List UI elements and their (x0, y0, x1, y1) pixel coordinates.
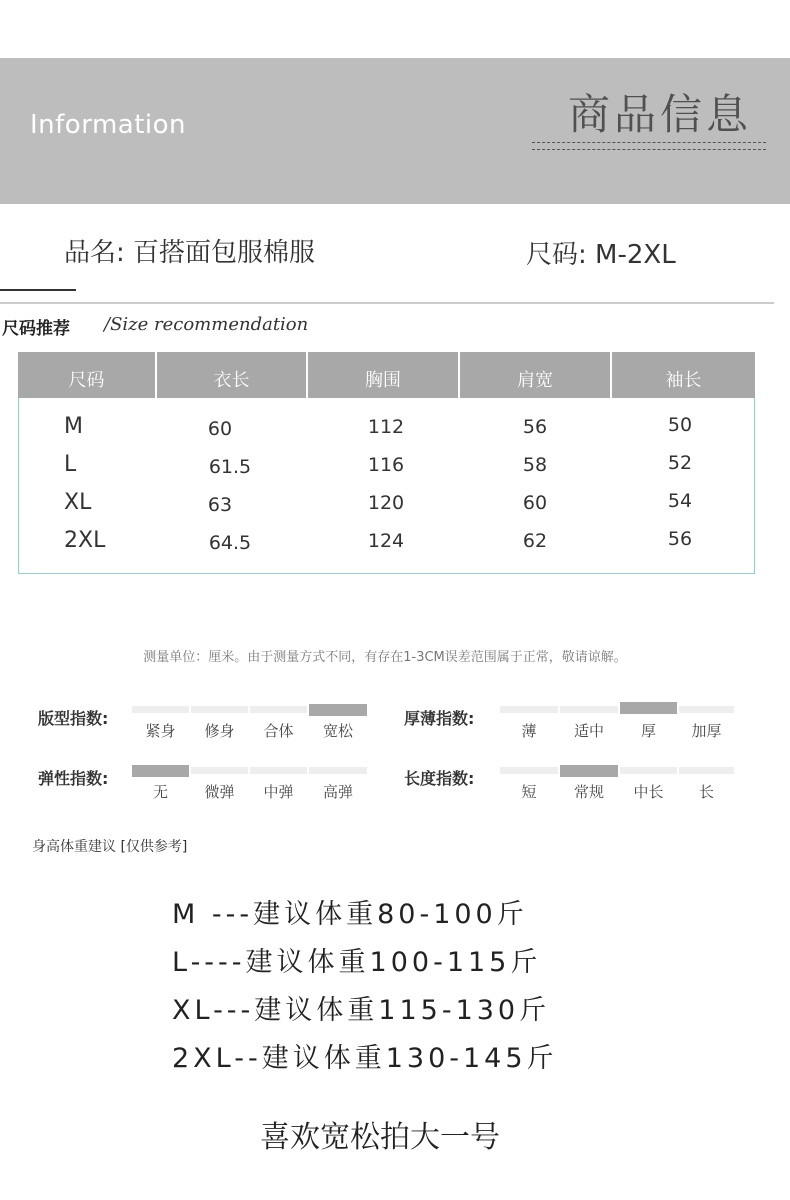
index-length-segment (620, 767, 677, 774)
index-length-option: 常规 (573, 783, 604, 801)
column-header-size: 尺码 (68, 370, 105, 391)
index-length-segment-selected (560, 765, 618, 777)
header-title-en: Information (30, 110, 187, 140)
index-fit-option: 宽松 (322, 722, 353, 740)
weight-line-l: L----建议体重100-115斤 (172, 947, 542, 978)
index-length-option: 长 (698, 783, 714, 801)
column-header-length: 衣长 (213, 370, 250, 391)
index-thickness-option: 适中 (573, 722, 604, 740)
index-elasticity-segment (250, 767, 307, 774)
index-elasticity-segment (191, 767, 248, 774)
table-cell-sleeve: 56 (667, 528, 693, 550)
column-header-sleeve: 袖长 (665, 370, 702, 391)
index-length-option: 中长 (633, 783, 664, 801)
table-cell-sleeve: 50 (667, 414, 693, 436)
index-thickness-segment (679, 706, 734, 713)
index-fit-segment (191, 706, 248, 713)
column-header-shoulder: 肩宽 (517, 370, 553, 391)
index-label-elasticity: 弹性指数: (38, 769, 109, 788)
table-cell-size: L (64, 452, 77, 477)
index-length-segment (500, 767, 558, 774)
index-thickness-segment-selected (620, 702, 677, 714)
table-cell-length: 64.5 (208, 532, 252, 554)
table-cell-chest: 112 (367, 416, 405, 438)
table-cell-chest: 120 (367, 492, 405, 514)
index-elasticity-option: 无 (152, 783, 168, 801)
index-elasticity-option: 高弹 (322, 783, 353, 801)
index-label-fit: 版型指数: (38, 709, 109, 728)
table-cell-shoulder: 58 (522, 454, 548, 476)
weight-line-2xl: 2XL--建议体重130-145斤 (172, 1043, 558, 1074)
index-fit-segment (132, 706, 189, 713)
index-thickness-segment (500, 706, 558, 713)
table-cell-length: 60 (207, 418, 233, 440)
measurement-note: 测量单位：厘米。由于测量方式不同，有存在1-3CM误差范围属于正常，敬请谅解。 (143, 650, 627, 665)
table-cell-size: XL (64, 490, 92, 515)
height-weight-title: 身高体重建议 [仅供参考] (32, 839, 188, 855)
index-thickness-option: 薄 (521, 722, 537, 740)
table-cell-sleeve: 54 (667, 490, 693, 512)
header-dashed-rule (532, 142, 766, 150)
divider-short (0, 289, 76, 291)
index-thickness-option: 厚 (640, 722, 656, 740)
table-cell-length: 61.5 (208, 456, 252, 478)
table-cell-shoulder: 56 (522, 416, 548, 438)
header-title-zh: 商品信息 (568, 90, 753, 139)
table-cell-chest: 116 (367, 454, 405, 476)
product-size-range: 尺码: M-2XL (526, 240, 676, 270)
size-recommendation-subtitle: /Size recommendation (104, 314, 309, 335)
table-cell-size: 2XL (64, 528, 106, 553)
column-header-chest: 胸围 (365, 370, 401, 391)
table-cell-shoulder: 60 (522, 492, 548, 514)
weight-line-xl: XL---建议体重115-130斤 (172, 995, 551, 1026)
index-fit-segment-selected (309, 704, 367, 716)
index-length-option: 短 (521, 783, 537, 801)
index-fit-option: 紧身 (145, 722, 176, 740)
index-fit-option: 合体 (263, 722, 294, 740)
size-recommendation-title: 尺码推荐 (2, 319, 70, 339)
size-tip: 喜欢宽松拍大一号 (260, 1120, 500, 1155)
weight-line-m: M ---建议体重80-100斤 (172, 899, 528, 930)
index-fit-segment (250, 706, 307, 713)
index-fit-option: 修身 (204, 722, 235, 740)
index-elasticity-segment (309, 767, 367, 774)
table-cell-chest: 124 (367, 530, 405, 552)
index-thickness-option: 加厚 (691, 722, 722, 740)
index-thickness-segment (560, 706, 618, 713)
index-elasticity-option: 微弹 (204, 783, 235, 801)
table-cell-sleeve: 52 (667, 452, 693, 474)
table-cell-length: 63 (207, 494, 233, 516)
index-length-segment (679, 767, 734, 774)
table-cell-size: M (64, 414, 83, 439)
table-cell-shoulder: 62 (522, 530, 548, 552)
index-elasticity-option: 中弹 (263, 783, 294, 801)
index-elasticity-segment-selected (132, 765, 189, 777)
index-label-length: 长度指数: (404, 769, 475, 788)
index-label-thickness: 厚薄指数: (404, 709, 475, 728)
divider-long (0, 302, 774, 304)
product-name: 品名: 百搭面包服棉服 (64, 238, 316, 268)
